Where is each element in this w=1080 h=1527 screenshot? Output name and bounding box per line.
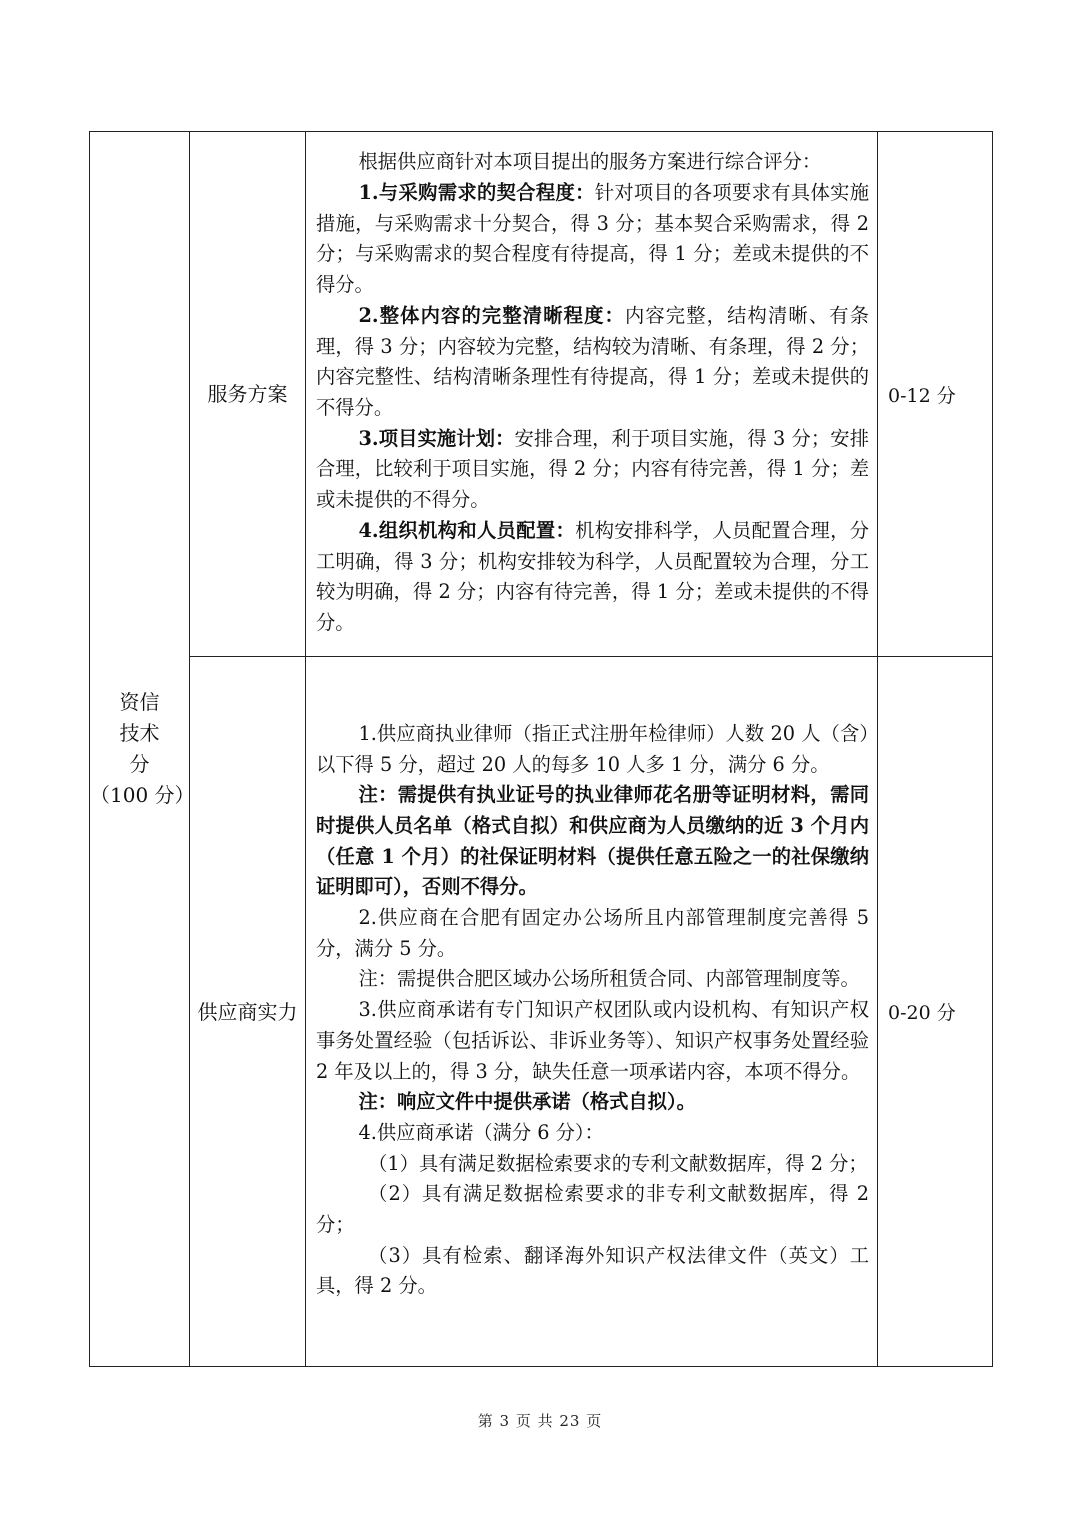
table-row: [90, 657, 993, 1367]
page-footer: [0, 1410, 1080, 1431]
row-name: 服务方案: [207, 382, 288, 406]
row-name: 供应商实力: [197, 999, 298, 1024]
criteria-cell: [306, 657, 878, 1367]
criteria-note: 注：响应文件中提供承诺（格式自拟）。: [358, 1090, 696, 1114]
criteria-paragraph: 1.供应商执业律师（指正式注册年检律师）人数 20 人（含）以下得 5 分，超过 20 人的每多 10 人多 1 分，满分 6 分。: [316, 721, 869, 776]
criteria-paragraph: 根据供应商针对本项目提出的服务方案进行综合评分：: [358, 150, 822, 174]
category-line: 技术: [119, 721, 160, 745]
category-line: （100 分）: [90, 783, 195, 807]
score-range: 0-20 分: [888, 1002, 956, 1024]
score-range-cell: [878, 657, 993, 1367]
criteria-paragraph: 2.整体内容的完整清晰程度：内容完整，结构清晰、有条理，得 3 分；内容较为完整，结构较为清晰、有条理，得 2 分；内容完整性、结构清晰条理性有待提高，得 1 分；差或未提供的不得分。: [316, 303, 869, 419]
criteria-paragraph: 3.供应商承诺有专门知识产权团队或内设机构、有知识产权事务处置经验（包括诉讼、非诉业务等）、知识产权事务处置经验 2 年及以上的，得 3 分，缺失任意一项承诺内容，本项不得分。: [316, 998, 869, 1083]
category-cell: [90, 132, 195, 1367]
criteria-paragraph: 4.供应商承诺（满分 6 分）：: [358, 1120, 604, 1144]
criteria-paragraph: 2.供应商在合肥有固定办公场所且内部管理制度完善得 5 分，满分 5 分。: [316, 906, 869, 960]
criteria-note: 注：需提供有执业证号的执业律师花名册等证明材料，需同时提供人员名单（格式自拟）和供应商为人员缴纳的近 3 个月内（任意 1 个月）的社保证明材料（提供任意五险之一的社保缴纳证明即可），否则不得分。: [316, 783, 869, 899]
criteria-lead: 1.与采购需求的契合程度：: [358, 181, 595, 205]
page-number: 第 3 页 共 23 页: [477, 1412, 603, 1430]
criteria-subitem: （2）具有满足数据检索要求的非专利文献数据库，得 2 分；: [316, 1182, 869, 1237]
criteria-cell: [306, 132, 878, 657]
category-line: 分: [129, 752, 150, 776]
category-line: 资信: [119, 690, 160, 714]
criteria-lead: 2.整体内容的完整清晰程度：: [358, 303, 625, 327]
criteria-paragraph: 4.组织机构和人员配置：机构安排科学，人员配置合理，分工明确，得 3 分；机构安排较为科学，人员配置较为合理，分工较为明确，得 2 分；内容有待完善，得 1 分；差或未提供的不得分。: [316, 518, 869, 634]
criteria-note: 注：需提供合肥区域办公场所租赁合同、内部管理制度等。: [358, 967, 860, 991]
row-name-cell: [190, 132, 306, 657]
criteria-subitem: （3）具有检索、翻译海外知识产权法律文件（英文）工具，得 2 分。: [316, 1243, 869, 1298]
table-row: [90, 132, 993, 657]
row-name-cell: [190, 657, 306, 1367]
criteria-subitem: （1）具有满足数据检索要求的专利文献数据库，得 2 分；: [368, 1151, 868, 1175]
score-range: 0-12 分: [888, 384, 956, 407]
criteria-lead: 4.组织机构和人员配置：: [358, 518, 576, 542]
score-range-cell: [878, 132, 993, 657]
criteria-lead: 3.项目实施计划：: [358, 426, 515, 450]
criteria-paragraph: 3.项目实施计划：安排合理，利于项目实施，得 3 分；安排合理，比较利于项目实施，得 2 分；内容有待完善，得 1 分；差或未提供的不得分。: [316, 426, 869, 512]
criteria-paragraph: 1.与采购需求的契合程度：针对项目的各项要求有具体实施措施，与采购需求十分契合，得 3 分；基本契合采购需求，得 2 分；与采购需求的契合程度有待提高，得 1 分；差或未提供的不得分。: [316, 181, 869, 297]
scoring-table: [89, 131, 993, 1367]
